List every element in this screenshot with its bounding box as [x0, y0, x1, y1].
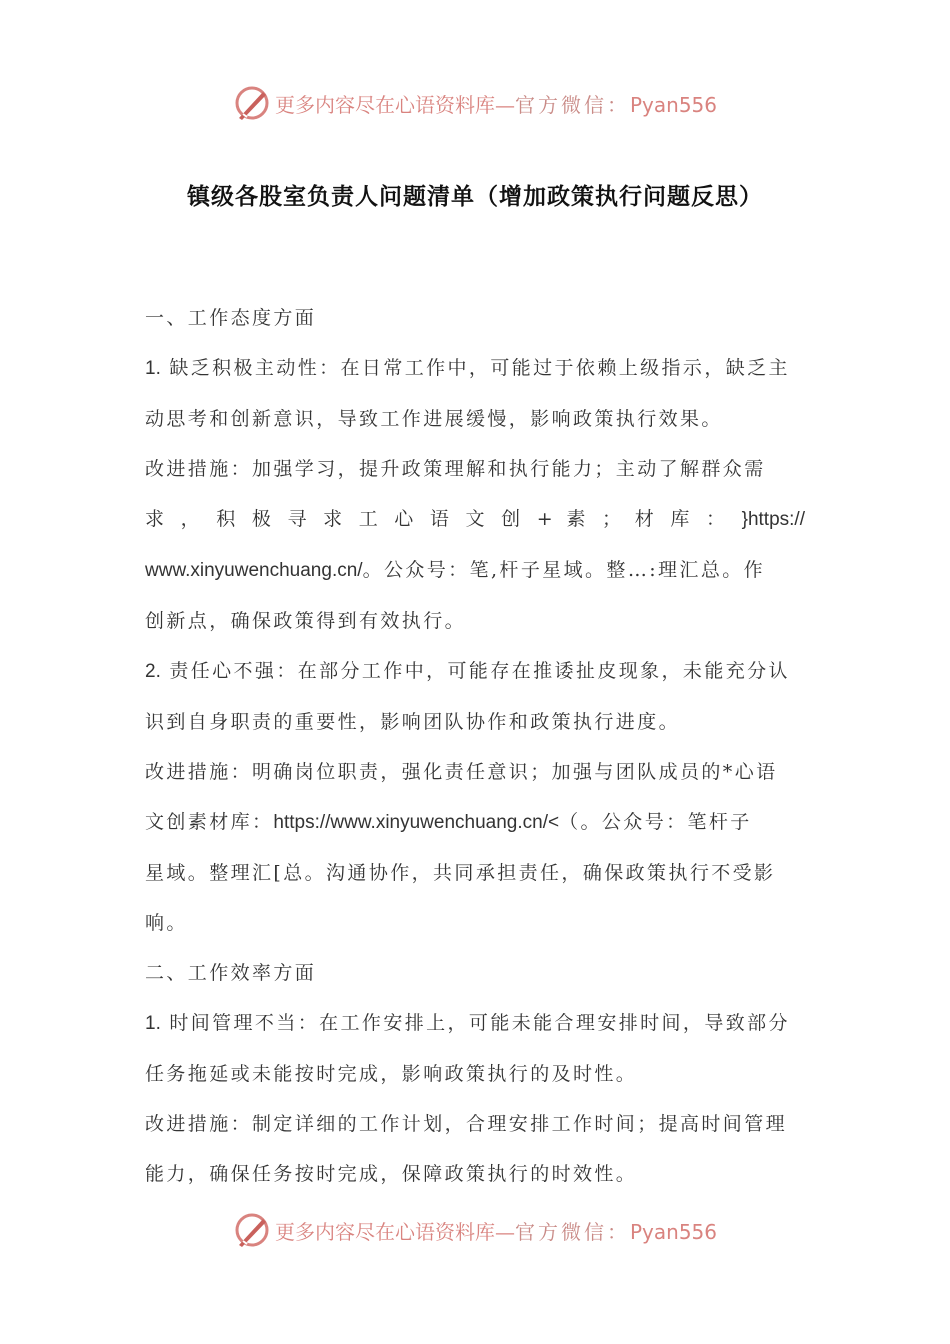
footer-banner [0, 1210, 950, 1250]
measure-text: 求 ， 积 极 寻 求 工 心 语 文 创 + 素 ； 材 库 ： [145, 508, 731, 530]
banner-main-text: 更多内容尽在心语资料库 [274, 92, 495, 117]
item-paragraph [145, 998, 805, 1099]
item-number: 1. [145, 358, 161, 379]
banner-text [275, 89, 717, 118]
item-number: 1. [145, 1013, 161, 1034]
banner-dash: — [494, 92, 515, 117]
header-banner [0, 83, 950, 123]
measure-line: 改进措施：明确岗位职责，强化责任意识；加强与团队成员的*心语 [145, 761, 778, 783]
measure-url: www.xinyuwenchuang.cn/ [145, 560, 363, 581]
pen-logo-icon [233, 1211, 271, 1249]
measure-line: 创新点，确保政策得到有效执行。 [145, 610, 467, 632]
item-text: 时间管理不当：在工作安排上，可能未能合理安排时间，导致部分任务拖延或未能按时完成，影响政策执行的及时性。 [145, 1012, 790, 1085]
item-text: 缺乏积极主动性：在日常工作中，可能过于依赖上级指示，缺乏主动思考和创新意识，导致工作进展缓慢，影响政策执行效果。 [145, 357, 790, 430]
measure-line [145, 797, 805, 848]
section-heading: 一、工作态度方面 [145, 307, 317, 329]
measure-line [145, 494, 805, 545]
item-paragraph [145, 343, 805, 444]
banner-text [275, 1216, 717, 1245]
measure-text: 文创素材库： [145, 811, 274, 833]
measure-line [145, 545, 805, 596]
measure-text: 。公众号：笔,杆子星域。整…:理汇总。作 [362, 559, 766, 581]
banner-main-text: 更多内容尽在心语资料库 [274, 1219, 495, 1244]
item-text: 责任心不强：在部分工作中，可能存在推诿扯皮现象，未能充分认识到自身职责的重要性，影响团队协作和政策执行进度。 [145, 660, 790, 733]
measure-url: }https:// [741, 509, 805, 530]
item-number: 2. [145, 661, 161, 682]
measure-line: 改进措施：加强学习，提升政策理解和执行能力；主动了解群众需 [145, 458, 766, 480]
banner-official-text: 官方微信： [514, 92, 630, 117]
banner-wechat-id: Pyan556 [629, 92, 717, 117]
banner-wechat-id: Pyan556 [629, 1219, 717, 1244]
document-body [145, 293, 805, 1199]
banner-official-text: 官方微信： [514, 1219, 630, 1244]
pen-logo-icon [233, 84, 271, 122]
banner-dash: — [494, 1219, 515, 1244]
measure-line: 星域。整理汇[总。沟通协作，共同承担责任，确保政策执行不受影响。 [145, 862, 776, 934]
section-heading: 二、工作效率方面 [145, 962, 317, 984]
document-title: 镇级各股室负责人问题清单（增加政策执行问题反思） [187, 184, 763, 210]
measure-url: https://www.xinyuwenchuang.cn/< [273, 812, 560, 833]
measure-line: 改进措施：制定详细的工作计划，合理安排工作时间；提高时间管理能力，确保任务按时完成，保障政策执行的时效性。 [145, 1113, 788, 1185]
item-paragraph [145, 646, 805, 747]
measure-text: （。公众号：笔杆子 [559, 811, 752, 833]
